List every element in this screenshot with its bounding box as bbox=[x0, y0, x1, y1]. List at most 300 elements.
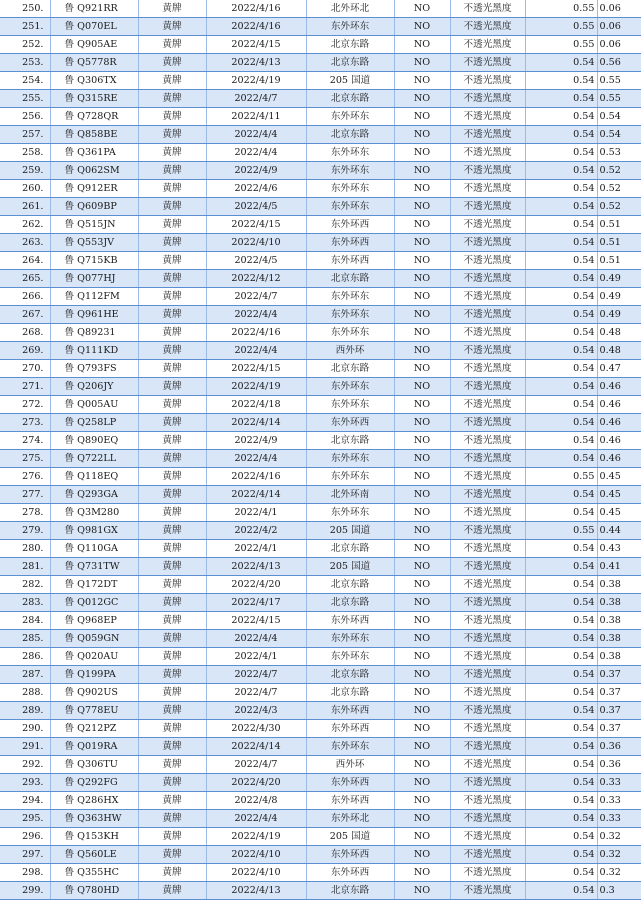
test-item-cell: 不透光黑度 bbox=[450, 594, 525, 612]
measured-value-cell: 0.36 bbox=[597, 756, 641, 774]
test-item-cell: 不透光黑度 bbox=[450, 882, 525, 900]
measured-value-cell: 0.38 bbox=[597, 612, 641, 630]
measured-value-cell: 0.48 bbox=[597, 342, 641, 360]
record-date-cell: 2022/4/16 bbox=[206, 18, 306, 36]
table-row bbox=[0, 198, 641, 216]
record-date-cell: 2022/4/7 bbox=[206, 288, 306, 306]
row-number-cell: 285. bbox=[0, 630, 50, 648]
test-item-cell: 不透光黑度 bbox=[450, 792, 525, 810]
test-item-cell: 不透光黑度 bbox=[450, 666, 525, 684]
test-item-cell: 不透光黑度 bbox=[450, 846, 525, 864]
table-row bbox=[0, 144, 641, 162]
pass-flag-cell: NO bbox=[394, 648, 450, 666]
test-item-cell: 不透光黑度 bbox=[450, 684, 525, 702]
record-date-cell: 2022/4/19 bbox=[206, 72, 306, 90]
plate-number-cell: 鲁 Q553JV bbox=[50, 234, 138, 252]
row-number-cell: 273. bbox=[0, 414, 50, 432]
measured-value-cell: 0.53 bbox=[597, 144, 641, 162]
limit-value-cell: 0.54 bbox=[525, 756, 597, 774]
plate-type-cell: 黄牌 bbox=[138, 774, 206, 792]
limit-value-cell: 0.54 bbox=[525, 702, 597, 720]
record-date-cell: 2022/4/4 bbox=[206, 144, 306, 162]
row-number-cell: 271. bbox=[0, 378, 50, 396]
record-date-cell: 2022/4/30 bbox=[206, 720, 306, 738]
plate-type-cell: 黄牌 bbox=[138, 18, 206, 36]
record-date-cell: 2022/4/15 bbox=[206, 612, 306, 630]
measured-value-cell: 0.46 bbox=[597, 414, 641, 432]
row-number-cell: 261. bbox=[0, 198, 50, 216]
row-number-cell: 281. bbox=[0, 558, 50, 576]
table-row bbox=[0, 108, 641, 126]
limit-value-cell: 0.54 bbox=[525, 486, 597, 504]
road-location-cell: 北京东路 bbox=[306, 360, 394, 378]
test-item-cell: 不透光黑度 bbox=[450, 432, 525, 450]
plate-type-cell: 黄牌 bbox=[138, 702, 206, 720]
plate-number-cell: 鲁 Q286HX bbox=[50, 792, 138, 810]
measured-value-cell: 0.48 bbox=[597, 324, 641, 342]
plate-type-cell: 黄牌 bbox=[138, 198, 206, 216]
measured-value-cell: 0.38 bbox=[597, 648, 641, 666]
record-date-cell: 2022/4/19 bbox=[206, 378, 306, 396]
plate-type-cell: 黄牌 bbox=[138, 432, 206, 450]
limit-value-cell: 0.54 bbox=[525, 864, 597, 882]
road-location-cell: 东外环东 bbox=[306, 306, 394, 324]
row-number-cell: 265. bbox=[0, 270, 50, 288]
road-location-cell: 205 国道 bbox=[306, 828, 394, 846]
table-row bbox=[0, 828, 641, 846]
test-item-cell: 不透光黑度 bbox=[450, 648, 525, 666]
limit-value-cell: 0.54 bbox=[525, 738, 597, 756]
road-location-cell: 北京东路 bbox=[306, 432, 394, 450]
table-row bbox=[0, 576, 641, 594]
measured-value-cell: 0.44 bbox=[597, 522, 641, 540]
table-row bbox=[0, 18, 641, 36]
road-location-cell: 东外环东 bbox=[306, 162, 394, 180]
plate-number-cell: 鲁 Q921RR bbox=[50, 0, 138, 18]
road-location-cell: 北京东路 bbox=[306, 576, 394, 594]
limit-value-cell: 0.54 bbox=[525, 774, 597, 792]
test-item-cell: 不透光黑度 bbox=[450, 180, 525, 198]
record-date-cell: 2022/4/4 bbox=[206, 630, 306, 648]
plate-number-cell: 鲁 Q912ER bbox=[50, 180, 138, 198]
record-date-cell: 2022/4/1 bbox=[206, 504, 306, 522]
limit-value-cell: 0.54 bbox=[525, 594, 597, 612]
measured-value-cell: 0.38 bbox=[597, 594, 641, 612]
test-item-cell: 不透光黑度 bbox=[450, 414, 525, 432]
road-location-cell: 东外环东 bbox=[306, 648, 394, 666]
row-number-cell: 266. bbox=[0, 288, 50, 306]
record-date-cell: 2022/4/6 bbox=[206, 180, 306, 198]
table-row bbox=[0, 612, 641, 630]
plate-type-cell: 黄牌 bbox=[138, 90, 206, 108]
measured-value-cell: 0.45 bbox=[597, 468, 641, 486]
test-item-cell: 不透光黑度 bbox=[450, 108, 525, 126]
table-row bbox=[0, 432, 641, 450]
table-row bbox=[0, 36, 641, 54]
plate-number-cell: 鲁 Q858BE bbox=[50, 126, 138, 144]
table-row bbox=[0, 846, 641, 864]
measured-value-cell: 0.46 bbox=[597, 432, 641, 450]
plate-type-cell: 黄牌 bbox=[138, 648, 206, 666]
plate-number-cell: 鲁 Q315RE bbox=[50, 90, 138, 108]
table-row bbox=[0, 360, 641, 378]
test-item-cell: 不透光黑度 bbox=[450, 720, 525, 738]
measured-value-cell: 0.06 bbox=[597, 36, 641, 54]
plate-number-cell: 鲁 Q609BP bbox=[50, 198, 138, 216]
measured-value-cell: 0.38 bbox=[597, 576, 641, 594]
plate-type-cell: 黄牌 bbox=[138, 810, 206, 828]
plate-number-cell: 鲁 Q902US bbox=[50, 684, 138, 702]
plate-number-cell: 鲁 Q172DT bbox=[50, 576, 138, 594]
limit-value-cell: 0.54 bbox=[525, 504, 597, 522]
row-number-cell: 262. bbox=[0, 216, 50, 234]
record-date-cell: 2022/4/14 bbox=[206, 738, 306, 756]
plate-type-cell: 黄牌 bbox=[138, 216, 206, 234]
test-item-cell: 不透光黑度 bbox=[450, 270, 525, 288]
test-item-cell: 不透光黑度 bbox=[450, 54, 525, 72]
limit-value-cell: 0.54 bbox=[525, 612, 597, 630]
test-item-cell: 不透光黑度 bbox=[450, 306, 525, 324]
test-item-cell: 不透光黑度 bbox=[450, 234, 525, 252]
row-number-cell: 299. bbox=[0, 882, 50, 900]
test-item-cell: 不透光黑度 bbox=[450, 468, 525, 486]
row-number-cell: 293. bbox=[0, 774, 50, 792]
road-location-cell: 东外环西 bbox=[306, 234, 394, 252]
pass-flag-cell: NO bbox=[394, 342, 450, 360]
road-location-cell: 西外环 bbox=[306, 756, 394, 774]
measured-value-cell: 0.33 bbox=[597, 774, 641, 792]
road-location-cell: 东外环西 bbox=[306, 252, 394, 270]
table-row bbox=[0, 882, 641, 900]
road-location-cell: 北京东路 bbox=[306, 684, 394, 702]
row-number-cell: 258. bbox=[0, 144, 50, 162]
limit-value-cell: 0.55 bbox=[525, 468, 597, 486]
plate-number-cell: 鲁 Q961HE bbox=[50, 306, 138, 324]
road-location-cell: 东外环东 bbox=[306, 180, 394, 198]
row-number-cell: 298. bbox=[0, 864, 50, 882]
pass-flag-cell: NO bbox=[394, 522, 450, 540]
record-date-cell: 2022/4/7 bbox=[206, 90, 306, 108]
table-row bbox=[0, 684, 641, 702]
plate-number-cell: 鲁 Q306TX bbox=[50, 72, 138, 90]
road-location-cell: 北京东路 bbox=[306, 126, 394, 144]
road-location-cell: 东外环东 bbox=[306, 504, 394, 522]
plate-number-cell: 鲁 Q070EL bbox=[50, 18, 138, 36]
pass-flag-cell: NO bbox=[394, 234, 450, 252]
record-date-cell: 2022/4/18 bbox=[206, 396, 306, 414]
plate-number-cell: 鲁 Q715KB bbox=[50, 252, 138, 270]
limit-value-cell: 0.54 bbox=[525, 882, 597, 900]
row-number-cell: 254. bbox=[0, 72, 50, 90]
limit-value-cell: 0.54 bbox=[525, 180, 597, 198]
limit-value-cell: 0.54 bbox=[525, 720, 597, 738]
row-number-cell: 297. bbox=[0, 846, 50, 864]
pass-flag-cell: NO bbox=[394, 540, 450, 558]
test-item-cell: 不透光黑度 bbox=[450, 162, 525, 180]
road-location-cell: 东外环东 bbox=[306, 144, 394, 162]
record-date-cell: 2022/4/7 bbox=[206, 666, 306, 684]
plate-number-cell: 鲁 Q905AE bbox=[50, 36, 138, 54]
limit-value-cell: 0.54 bbox=[525, 144, 597, 162]
test-item-cell: 不透光黑度 bbox=[450, 864, 525, 882]
record-date-cell: 2022/4/15 bbox=[206, 360, 306, 378]
row-number-cell: 253. bbox=[0, 54, 50, 72]
plate-type-cell: 黄牌 bbox=[138, 54, 206, 72]
table-row bbox=[0, 324, 641, 342]
road-location-cell: 北京东路 bbox=[306, 90, 394, 108]
road-location-cell: 东外环东 bbox=[306, 396, 394, 414]
record-date-cell: 2022/4/10 bbox=[206, 864, 306, 882]
pass-flag-cell: NO bbox=[394, 108, 450, 126]
row-number-cell: 264. bbox=[0, 252, 50, 270]
table-row bbox=[0, 288, 641, 306]
record-date-cell: 2022/4/4 bbox=[206, 810, 306, 828]
row-number-cell: 280. bbox=[0, 540, 50, 558]
road-location-cell: 东外环西 bbox=[306, 792, 394, 810]
road-location-cell: 东外环西 bbox=[306, 216, 394, 234]
pass-flag-cell: NO bbox=[394, 792, 450, 810]
pass-flag-cell: NO bbox=[394, 594, 450, 612]
row-number-cell: 267. bbox=[0, 306, 50, 324]
record-date-cell: 2022/4/10 bbox=[206, 234, 306, 252]
table-row bbox=[0, 504, 641, 522]
limit-value-cell: 0.54 bbox=[525, 216, 597, 234]
plate-number-cell: 鲁 Q780HD bbox=[50, 882, 138, 900]
plate-type-cell: 黄牌 bbox=[138, 234, 206, 252]
measured-value-cell: 0.38 bbox=[597, 630, 641, 648]
record-date-cell: 2022/4/4 bbox=[206, 306, 306, 324]
road-location-cell: 205 国道 bbox=[306, 72, 394, 90]
pass-flag-cell: NO bbox=[394, 612, 450, 630]
limit-value-cell: 0.55 bbox=[525, 0, 597, 18]
pass-flag-cell: NO bbox=[394, 720, 450, 738]
test-item-cell: 不透光黑度 bbox=[450, 576, 525, 594]
record-date-cell: 2022/4/4 bbox=[206, 126, 306, 144]
table-row bbox=[0, 648, 641, 666]
road-location-cell: 北外环北 bbox=[306, 0, 394, 18]
record-date-cell: 2022/4/14 bbox=[206, 486, 306, 504]
table-row bbox=[0, 180, 641, 198]
row-number-cell: 289. bbox=[0, 702, 50, 720]
limit-value-cell: 0.54 bbox=[525, 234, 597, 252]
test-item-cell: 不透光黑度 bbox=[450, 126, 525, 144]
measured-value-cell: 0.45 bbox=[597, 504, 641, 522]
table-row bbox=[0, 792, 641, 810]
test-item-cell: 不透光黑度 bbox=[450, 396, 525, 414]
row-number-cell: 290. bbox=[0, 720, 50, 738]
measured-value-cell: 0.37 bbox=[597, 720, 641, 738]
pass-flag-cell: NO bbox=[394, 360, 450, 378]
limit-value-cell: 0.54 bbox=[525, 432, 597, 450]
plate-number-cell: 鲁 Q012GC bbox=[50, 594, 138, 612]
row-number-cell: 283. bbox=[0, 594, 50, 612]
measured-value-cell: 0.33 bbox=[597, 792, 641, 810]
limit-value-cell: 0.54 bbox=[525, 198, 597, 216]
table-row bbox=[0, 738, 641, 756]
measured-value-cell: 0.52 bbox=[597, 162, 641, 180]
road-location-cell: 西外环 bbox=[306, 342, 394, 360]
test-item-cell: 不透光黑度 bbox=[450, 810, 525, 828]
plate-number-cell: 鲁 Q118EQ bbox=[50, 468, 138, 486]
plate-number-cell: 鲁 Q5778R bbox=[50, 54, 138, 72]
test-item-cell: 不透光黑度 bbox=[450, 198, 525, 216]
plate-number-cell: 鲁 Q361PA bbox=[50, 144, 138, 162]
measured-value-cell: 0.3 bbox=[597, 882, 641, 900]
plate-type-cell: 黄牌 bbox=[138, 738, 206, 756]
road-location-cell: 北京东路 bbox=[306, 594, 394, 612]
record-date-cell: 2022/4/13 bbox=[206, 558, 306, 576]
pass-flag-cell: NO bbox=[394, 774, 450, 792]
road-location-cell: 东外环东 bbox=[306, 468, 394, 486]
row-number-cell: 296. bbox=[0, 828, 50, 846]
plate-type-cell: 黄牌 bbox=[138, 0, 206, 18]
measured-value-cell: 0.43 bbox=[597, 540, 641, 558]
limit-value-cell: 0.55 bbox=[525, 36, 597, 54]
plate-type-cell: 黄牌 bbox=[138, 270, 206, 288]
record-date-cell: 2022/4/2 bbox=[206, 522, 306, 540]
table-row bbox=[0, 72, 641, 90]
measured-value-cell: 0.32 bbox=[597, 864, 641, 882]
test-item-cell: 不透光黑度 bbox=[450, 612, 525, 630]
road-location-cell: 205 国道 bbox=[306, 558, 394, 576]
plate-type-cell: 黄牌 bbox=[138, 720, 206, 738]
pass-flag-cell: NO bbox=[394, 90, 450, 108]
plate-number-cell: 鲁 Q890EQ bbox=[50, 432, 138, 450]
test-item-cell: 不透光黑度 bbox=[450, 144, 525, 162]
limit-value-cell: 0.54 bbox=[525, 90, 597, 108]
record-date-cell: 2022/4/9 bbox=[206, 162, 306, 180]
row-number-cell: 295. bbox=[0, 810, 50, 828]
plate-type-cell: 黄牌 bbox=[138, 486, 206, 504]
row-number-cell: 274. bbox=[0, 432, 50, 450]
limit-value-cell: 0.54 bbox=[525, 288, 597, 306]
measured-value-cell: 0.56 bbox=[597, 54, 641, 72]
pass-flag-cell: NO bbox=[394, 630, 450, 648]
measured-value-cell: 0.06 bbox=[597, 0, 641, 18]
road-location-cell: 东外环东 bbox=[306, 738, 394, 756]
plate-type-cell: 黄牌 bbox=[138, 864, 206, 882]
record-date-cell: 2022/4/5 bbox=[206, 252, 306, 270]
record-date-cell: 2022/4/12 bbox=[206, 270, 306, 288]
limit-value-cell: 0.54 bbox=[525, 540, 597, 558]
limit-value-cell: 0.54 bbox=[525, 378, 597, 396]
test-item-cell: 不透光黑度 bbox=[450, 486, 525, 504]
test-item-cell: 不透光黑度 bbox=[450, 342, 525, 360]
limit-value-cell: 0.54 bbox=[525, 414, 597, 432]
measured-value-cell: 0.41 bbox=[597, 558, 641, 576]
record-date-cell: 2022/4/14 bbox=[206, 414, 306, 432]
plate-type-cell: 黄牌 bbox=[138, 540, 206, 558]
plate-number-cell: 鲁 Q077HJ bbox=[50, 270, 138, 288]
plate-type-cell: 黄牌 bbox=[138, 144, 206, 162]
limit-value-cell: 0.54 bbox=[525, 558, 597, 576]
plate-type-cell: 黄牌 bbox=[138, 396, 206, 414]
plate-type-cell: 黄牌 bbox=[138, 342, 206, 360]
plate-number-cell: 鲁 Q110GA bbox=[50, 540, 138, 558]
plate-type-cell: 黄牌 bbox=[138, 252, 206, 270]
plate-number-cell: 鲁 Q258LP bbox=[50, 414, 138, 432]
limit-value-cell: 0.54 bbox=[525, 576, 597, 594]
pass-flag-cell: NO bbox=[394, 144, 450, 162]
road-location-cell: 东外环北 bbox=[306, 810, 394, 828]
pass-flag-cell: NO bbox=[394, 810, 450, 828]
test-item-cell: 不透光黑度 bbox=[450, 450, 525, 468]
test-item-cell: 不透光黑度 bbox=[450, 630, 525, 648]
test-item-cell: 不透光黑度 bbox=[450, 0, 525, 18]
record-date-cell: 2022/4/3 bbox=[206, 702, 306, 720]
test-item-cell: 不透光黑度 bbox=[450, 360, 525, 378]
plate-type-cell: 黄牌 bbox=[138, 612, 206, 630]
limit-value-cell: 0.54 bbox=[525, 810, 597, 828]
pass-flag-cell: NO bbox=[394, 504, 450, 522]
road-location-cell: 北京东路 bbox=[306, 540, 394, 558]
record-date-cell: 2022/4/13 bbox=[206, 54, 306, 72]
pass-flag-cell: NO bbox=[394, 54, 450, 72]
road-location-cell: 东外环东 bbox=[306, 324, 394, 342]
limit-value-cell: 0.54 bbox=[525, 252, 597, 270]
row-number-cell: 251. bbox=[0, 18, 50, 36]
table-row bbox=[0, 162, 641, 180]
table-row bbox=[0, 630, 641, 648]
limit-value-cell: 0.54 bbox=[525, 360, 597, 378]
table-row bbox=[0, 54, 641, 72]
test-item-cell: 不透光黑度 bbox=[450, 774, 525, 792]
table-row bbox=[0, 414, 641, 432]
plate-number-cell: 鲁 Q355HC bbox=[50, 864, 138, 882]
plate-number-cell: 鲁 Q059GN bbox=[50, 630, 138, 648]
measured-value-cell: 0.55 bbox=[597, 72, 641, 90]
plate-type-cell: 黄牌 bbox=[138, 522, 206, 540]
plate-number-cell: 鲁 Q89231 bbox=[50, 324, 138, 342]
table-row bbox=[0, 810, 641, 828]
plate-number-cell: 鲁 Q293GA bbox=[50, 486, 138, 504]
row-number-cell: 263. bbox=[0, 234, 50, 252]
pass-flag-cell: NO bbox=[394, 72, 450, 90]
road-location-cell: 东外环东 bbox=[306, 198, 394, 216]
plate-number-cell: 鲁 Q515JN bbox=[50, 216, 138, 234]
record-date-cell: 2022/4/11 bbox=[206, 108, 306, 126]
pass-flag-cell: NO bbox=[394, 738, 450, 756]
road-location-cell: 北京东路 bbox=[306, 36, 394, 54]
pass-flag-cell: NO bbox=[394, 864, 450, 882]
table-row bbox=[0, 234, 641, 252]
plate-number-cell: 鲁 Q793FS bbox=[50, 360, 138, 378]
pass-flag-cell: NO bbox=[394, 846, 450, 864]
pass-flag-cell: NO bbox=[394, 216, 450, 234]
measured-value-cell: 0.37 bbox=[597, 702, 641, 720]
limit-value-cell: 0.54 bbox=[525, 126, 597, 144]
table-row bbox=[0, 216, 641, 234]
pass-flag-cell: NO bbox=[394, 756, 450, 774]
pass-flag-cell: NO bbox=[394, 828, 450, 846]
table-row bbox=[0, 90, 641, 108]
row-number-cell: 277. bbox=[0, 486, 50, 504]
pass-flag-cell: NO bbox=[394, 882, 450, 900]
limit-value-cell: 0.54 bbox=[525, 630, 597, 648]
pass-flag-cell: NO bbox=[394, 396, 450, 414]
plate-type-cell: 黄牌 bbox=[138, 180, 206, 198]
row-number-cell: 257. bbox=[0, 126, 50, 144]
test-item-cell: 不透光黑度 bbox=[450, 36, 525, 54]
plate-number-cell: 鲁 Q292FG bbox=[50, 774, 138, 792]
pass-flag-cell: NO bbox=[394, 270, 450, 288]
pass-flag-cell: NO bbox=[394, 36, 450, 54]
row-number-cell: 256. bbox=[0, 108, 50, 126]
test-item-cell: 不透光黑度 bbox=[450, 738, 525, 756]
row-number-cell: 284. bbox=[0, 612, 50, 630]
road-location-cell: 东外环西 bbox=[306, 612, 394, 630]
row-number-cell: 288. bbox=[0, 684, 50, 702]
